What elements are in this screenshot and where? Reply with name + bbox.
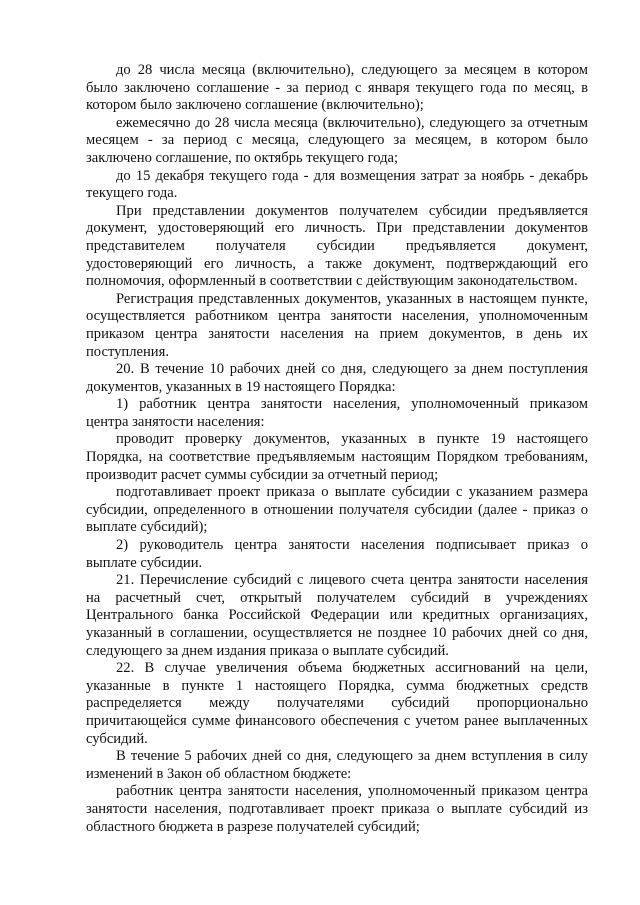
paragraph: до 15 декабря текущего года - для возмещения затрат за ноябрь - декабрь текущего года. (86, 167, 588, 202)
paragraph: до 28 числа месяца (включительно), следующего за месяцем в котором было заключено соглашение - за период с января текущего года по месяц, в котором было заключено соглашение (включительно); (86, 62, 588, 114)
paragraph: В течение 5 рабочих дней со дня, следующего за днем вступления в силу изменений в Закон об областном бюджете: (86, 748, 588, 782)
paragraph: 1) работник центра занятости населения, уполномоченный приказом центра занятости населения: (86, 396, 588, 430)
paragraph: 22. В случае увеличения объема бюджетных ассигнований на цели, указанные в пункте 1 настоящего Порядка, сумма бюджетных средств распределяется между получателями субсидий пропорционально причитающейся сумме финансового обеспечения с учетом ранее выплаченных субсидий. (86, 660, 588, 747)
paragraph: 21. Перечисление субсидий с лицевого счета центра занятости населения на расчетный счет, открытый получателем субсидий в учреждениях Центрального банка Российской Федерации или кредитных организациях, указанный в соглашении, осуществляется не позднее 10 рабочих дней со дня, следующего за днем издания приказа о выплате субсидий. (86, 572, 588, 659)
paragraph: работник центра занятости населения, уполномоченный приказом центра занятости населения, подготавливает проект приказа о выплате субсидий из областного бюджета в разрезе получателей субсидий; (86, 783, 588, 835)
paragraph: ежемесячно до 28 числа месяца (включительно), следующего за отчетным месяцем - за период с месяца, следующего за месяцем, в котором было заключено соглашение, по октябрь текущего года; (86, 114, 588, 166)
paragraph: 20. В течение 10 рабочих дней со дня, следующего за днем поступления документов, указанных в 19 настоящего Порядка: (86, 361, 588, 395)
paragraph: 2) руководитель центра занятости населения подписывает приказ о выплате субсидии. (86, 537, 588, 571)
paragraph: проводит проверку документов, указанных в пункте 19 настоящего Порядка, на соответствие предъявляемым настоящим Порядком требованиям, производит расчет суммы субсидии за отчетный период; (86, 431, 588, 483)
paragraph: При представлении документов получателем субсидии предъявляется документ, удостоверяющий его личность. При представлении документов представителем получателя субсидии предъявляется документ, удостоверяющий его личность, а также документ, подтверждающий его полномочия, оформленный в соответствии с действующим законодательством. (86, 202, 588, 290)
paragraph: Регистрация представленных документов, указанных в настоящем пункте, осуществляется работником центра занятости населения, уполномоченным приказом центра занятости населения на прием документов, в день их поступления. (86, 290, 588, 360)
paragraph: подготавливает проект приказа о выплате субсидии с указанием размера субсидии, определенного в отношении получателя субсидии (далее - приказ о выплате субсидий); (86, 484, 588, 536)
